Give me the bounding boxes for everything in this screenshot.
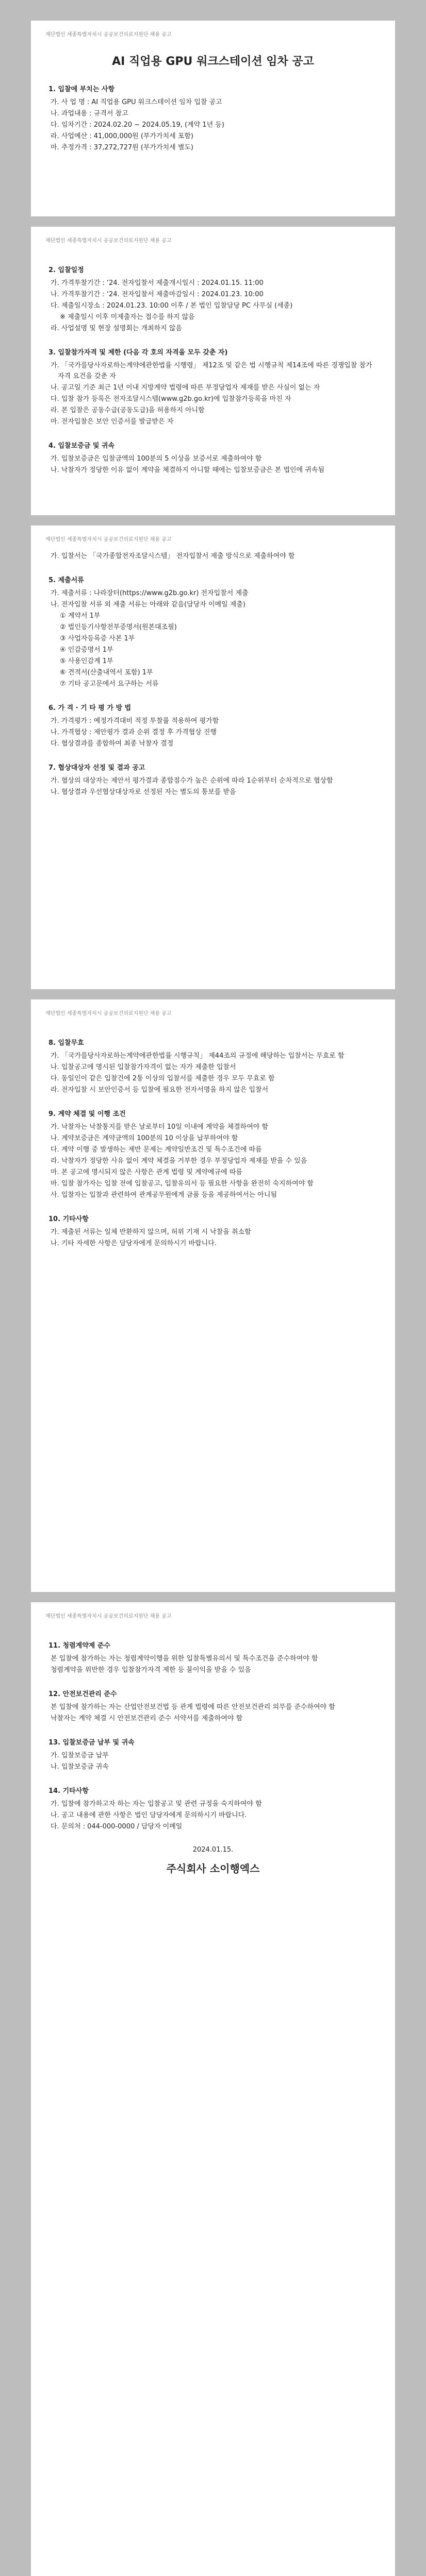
list-item: 나. 낙찰자가 정당한 이유 없이 계약을 체결하지 아니할 때에는 입찰보증금은 본 법인에 귀속됨 (51, 466, 324, 474)
list-item: 가. 「국가를당사자로하는계약에관한법률 시행규칙」 제44조의 규정에 해당하는 입찰서는 무효로 함 (51, 1052, 345, 1060)
list-item: 나. 전자입찰 서류 외 제출 서류는 아래와 같음(담당자 이메일 제출) (51, 601, 245, 608)
document-page (31, 21, 395, 216)
list-item: 본 입찰에 참가하는 자는 산업안전보건법 등 관계 법령에 따른 안전보건관리 의무를 준수하여야 함 (51, 1703, 335, 1711)
list-item: ③ 사업자등록증 사본 1부 (60, 635, 135, 642)
list-item: 가. 제출서류 : 나라장터(https://www.g2b.go.kr) 전자입찰서 제출 (51, 589, 249, 597)
list-item: 바. 입찰 참가자는 입찰 전에 입찰공고, 입찰유의서 등 필요한 사항을 완전히 숙지하여야 함 (51, 1180, 314, 1188)
list-item: 가. 협상의 대상자는 제안서 평가결과 종합점수가 높은 순위에 따라 1순위부터 순차적으로 협상함 (51, 777, 333, 785)
section-title: 5. 제출서류 (48, 577, 84, 584)
section-title: 2. 입찰일정 (48, 266, 84, 274)
list-item: 가. 입찰에 참가하고자 하는 자는 입찰공고 및 관련 규정을 숙지하여야 함 (51, 1800, 262, 1808)
list-item: 나. 가격투찰기간 : ‘24. 전자입찰서 제출마감일시 : 2024.01.23. 10:00 (51, 291, 264, 298)
list-item: ① 계약서 1부 (60, 612, 101, 620)
section-title: 9. 계약 체결 및 이행 조건 (48, 1110, 126, 1118)
document-title: AI 직업용 GPU 워크스테이션 임차 공고 (112, 55, 314, 68)
section-title: 4. 입찰보증금 및 귀속 (48, 442, 115, 450)
list-item: 라. 사업예산 : 41,000,000원 (부가가치세 포함) (51, 132, 194, 140)
list-item: 사. 입찰자는 입찰과 관련하여 관계공무원에게 금품 등을 제공하여서는 아니됨 (51, 1191, 277, 1199)
list-item: 가. 제출된 서류는 일체 반환하지 않으며, 허위 기재 시 낙찰을 취소함 (51, 1228, 251, 1236)
list-item: 청렴계약을 위반한 경우 입찰참가자격 제한 등 불이익을 받을 수 있음 (51, 1666, 251, 1674)
page-header: 재단법인 세종특별자치시 공공보건의료지원단 채용 공고 (45, 1614, 172, 1619)
list-item: 가. 가격평가 : 예정가격대비 적정 투찰률 적용하여 평가함 (51, 717, 219, 725)
list-item: 가. 가격투찰기간 : ‘24. 전자입찰서 제출개시일시 : 2024.01.15. 11:00 (51, 279, 264, 287)
page-header: 재단법인 세종특별자치시 공공보건의료지원단 채용 공고 (45, 537, 172, 543)
list-item: 다. 제출일시장소 : 2024.01.23. 10:00 이후 / 본 법인 입찰담당 PC 사무실 (세종) (51, 302, 293, 310)
document-page (31, 999, 395, 1592)
list-item: ② 법인등기사항전부증명서(원본대조필) (60, 623, 177, 631)
list-item: ⑤ 사용인감계 1부 (60, 657, 113, 665)
document-page (31, 526, 395, 989)
list-item: 가. 입찰보증금 납부 (51, 1752, 109, 1759)
list-item: 라. 본 입찰은 공동수급(공동도급)을 허용하지 아니함 (51, 406, 205, 414)
list-item: 다. 문의처 : 044-000-0000 / 담당자 이메일 (51, 1823, 183, 1831)
list-item: 낙찰자는 계약 체결 시 안전보건관리 준수 서약서를 제출하여야 함 (51, 1715, 243, 1722)
list-item: 가. 사 업 명 : AI 직업용 GPU 워크스테이션 임차 입찰 공고 (51, 98, 222, 106)
list-item: 다. 계약 이행 중 발생하는 제반 문제는 계약일반조건 및 특수조건에 따름 (51, 1146, 262, 1154)
document-page (31, 227, 395, 515)
section-title: 13. 입찰보증금 납부 및 귀속 (48, 1739, 135, 1747)
list-item: 다. 임차기간 : 2024.02.20 ~ 2024.05.19, (계약 1년 등) (51, 121, 224, 129)
organization-name: 주식회사 소이행엑스 (166, 1862, 260, 1875)
list-item: 나. 입찰공고에 명시된 입찰참가자격이 없는 자가 제출한 입찰서 (51, 1063, 236, 1071)
section-title: 8. 입찰무효 (48, 1039, 84, 1047)
list-item: ④ 인감증명서 1부 (60, 646, 113, 654)
section-title: 10. 기타사항 (48, 1215, 89, 1223)
section-title: 7. 협상대상자 선정 및 결과 공고 (48, 764, 145, 772)
section-title: 11. 청렴계약제 준수 (48, 1642, 110, 1650)
announcement-date: 2024.01.15. (192, 1846, 234, 1854)
list-item: 라. 전자입찰 시 보안인증서 등 입찰에 필요한 전자서명을 하지 않은 입찰서 (51, 1086, 269, 1094)
list-item: 라. 사업설명 및 현장 설명회는 개최하지 않음 (51, 325, 182, 332)
section-title: 6. 가 격 · 기 타 평 가 방 법 (48, 704, 132, 712)
list-item: 가. 입찰보증금은 입찰금액의 100분의 5 이상을 보증서로 제출하여야 함 (51, 455, 262, 463)
list-item: 다. 동일인이 같은 입찰건에 2통 이상의 입찰서를 제출한 경우 모두 무효로 함 (51, 1075, 275, 1082)
list-item: 나. 기타 자세한 사항은 담당자에게 문의하시기 바랍니다. (51, 1240, 217, 1247)
note: ※ 제출일시 이후 미제출자는 접수를 하지 않음 (60, 313, 195, 321)
section-title: 12. 안전보건관리 준수 (48, 1690, 117, 1698)
page-header: 재단법인 세종특별자치시 공공보건의료지원단 채용 공고 (45, 238, 172, 244)
list-item: 나. 공고일 기준 최근 1년 이내 지방계약 법령에 따른 부정당업자 제재를 받은 사실이 없는 자 (51, 384, 320, 392)
list-item: 가. 낙찰자는 낙찰통지를 받은 날로부터 10일 이내에 계약을 체결하여야 함 (51, 1123, 269, 1131)
list-item: 나. 가격협상 : 제안평가 결과 순위 결정 후 가격협상 진행 (51, 728, 217, 736)
list-item: 나. 공고 내용에 관한 사항은 법인 담당자에게 문의하시기 바랍니다. (51, 1811, 247, 1819)
list-item: 마. 추정가격 : 37,272,727원 (부가가치세 별도) (51, 144, 194, 151)
document-page (31, 1602, 395, 2576)
page-header: 재단법인 세종특별자치시 공공보건의료지원단 채용 공고 (45, 32, 172, 38)
list-item: ⑦ 기타 공고문에서 요구하는 서류 (60, 680, 159, 688)
list-item: 가. 입찰서는 「국가종합전자조달시스템」 전자입찰서 제출 방식으로 제출하여야 함 (51, 552, 295, 560)
list-item: 마. 전자입찰은 보안 인증서를 발급받은 자 (51, 418, 174, 426)
list-item: 나. 과업내용 : 규격서 참고 (51, 110, 128, 117)
section-title: 3. 입찰참가자격 및 제한 (다음 각 호의 자격을 모두 갖춘 자) (48, 349, 228, 357)
list-item: 다. 입찰 참가 등록은 전자조달시스템(www.g2b.go.kr)에 입찰참가등록을 마친 자 (51, 395, 291, 403)
list-item: 가. 「국가를당사자로하는계약에관한법률 시행령」 제12조 및 같은 법 시행규칙 제14조에 따른 경쟁입찰 참가자격 요건을 갖춘 자 (51, 362, 372, 380)
list-item: ⑥ 견적서(산출내역서 포함) 1부 (60, 669, 153, 676)
list-item: 마. 본 공고에 명시되지 않은 사항은 관계 법령 및 계약예규에 따름 (51, 1168, 242, 1176)
list-item: 나. 입찰보증금 귀속 (51, 1763, 109, 1771)
page-header: 재단법인 세종특별자치시 공공보건의료지원단 채용 공고 (45, 1011, 172, 1016)
list-item: 나. 협상결과 우선협상대상자로 선정된 자는 별도의 통보를 받음 (51, 788, 236, 796)
section-title: 14. 기타사항 (48, 1787, 89, 1795)
list-item: 나. 계약보증금은 계약금액의 100분의 10 이상을 납부하여야 함 (51, 1134, 238, 1142)
list-item: 본 입찰에 참가하는 자는 청렴계약이행을 위한 입찰특별유의서 및 특수조건을 준수하여야 함 (51, 1655, 318, 1663)
list-item: 라. 낙찰자가 정당한 사유 없이 계약 체결을 거부한 경우 부정당업자 제재를 받을 수 있음 (51, 1157, 307, 1165)
section-title: 1. 입찰에 부치는 사항 (48, 86, 115, 93)
list-item: 다. 협상결과를 종합하여 최종 낙찰자 결정 (51, 740, 174, 748)
